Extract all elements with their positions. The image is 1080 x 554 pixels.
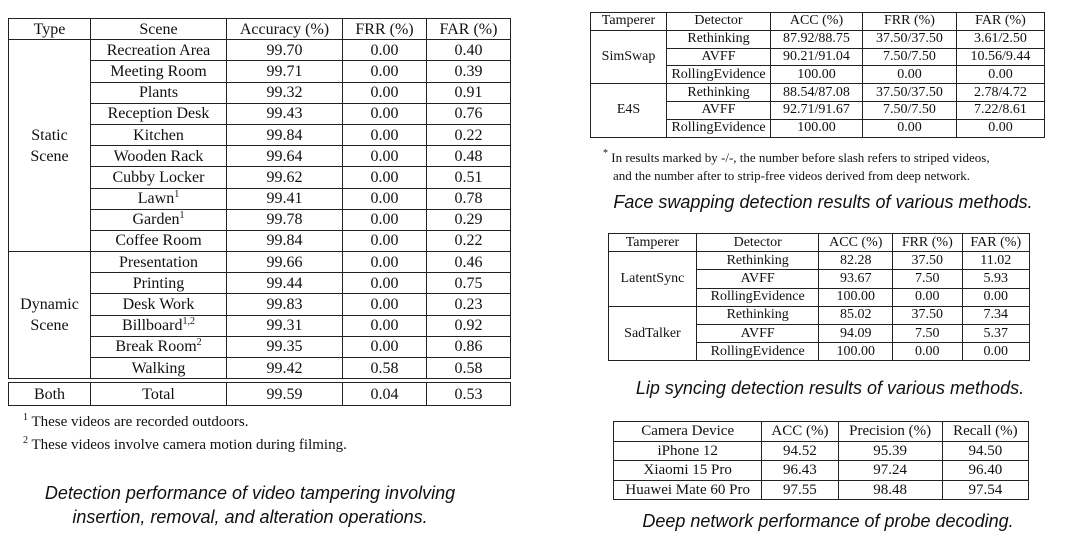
column-header: Detector [667, 13, 771, 31]
type-label-line: Scene [30, 147, 69, 165]
total-far-cell: 0.53 [427, 383, 511, 406]
frr-cell: 0.00 [343, 315, 427, 336]
accuracy-cell: 99.43 [227, 103, 343, 124]
recall-cell: 96.40 [942, 461, 1028, 481]
acc-cell: 100.00 [771, 66, 863, 84]
footnote-mark: 2 [196, 337, 202, 349]
far-cell: 0.00 [962, 343, 1029, 361]
frr-cell: 0.00 [343, 61, 427, 82]
scene-cell [91, 40, 227, 61]
acc-cell: 82.28 [819, 252, 893, 270]
scene-name: Garden [132, 211, 180, 229]
frr-cell: 0.00 [343, 188, 427, 209]
column-header: Precision (%) [838, 422, 942, 442]
footnote-mark: 1,2 [182, 316, 195, 328]
footnote-mark: 1 [174, 189, 180, 201]
far-cell: 0.78 [427, 188, 511, 209]
footnote-2: $^2$ These videos involve camera motion during filming. [23, 435, 347, 453]
scene-cell [91, 209, 227, 230]
far-cell: 0.76 [427, 103, 511, 124]
acc-cell: 100.00 [819, 343, 893, 361]
total-accuracy-cell: 99.59 [227, 383, 343, 406]
detector-cell: Rethinking [667, 84, 771, 102]
footnote-mark: 1 [179, 210, 185, 222]
column-header: Tamperer [591, 13, 667, 31]
tamperer-cell: LatentSync [609, 252, 697, 307]
total-row [9, 383, 511, 406]
far-cell: 7.34 [962, 306, 1029, 324]
table-row [614, 480, 1029, 500]
scene-name: Coffee Room [115, 232, 202, 250]
detector-cell: RollingEvidence [667, 119, 771, 137]
scene-cell [91, 103, 227, 124]
column-header: Scene [91, 19, 227, 40]
frr-cell: 7.50/7.50 [863, 48, 957, 66]
scene-cell [91, 82, 227, 103]
face-swapping-table [590, 12, 1045, 138]
total-frr-cell: 0.04 [343, 383, 427, 406]
far-cell: 11.02 [962, 252, 1029, 270]
table-row [614, 461, 1029, 481]
table-row [609, 306, 1030, 324]
table-row [9, 252, 511, 273]
table-header-row [9, 19, 511, 40]
acc-cell: 100.00 [771, 119, 863, 137]
table-row [609, 252, 1030, 270]
scene-name: Walking [131, 359, 186, 377]
type-cell [9, 252, 91, 379]
precision-cell: 95.39 [838, 441, 942, 461]
far-cell: 0.22 [427, 230, 511, 251]
acc-cell: 94.52 [762, 441, 838, 461]
frr-cell: 0.00 [893, 343, 962, 361]
column-header: ACC (%) [819, 234, 893, 252]
frr-cell: 0.00 [863, 66, 957, 84]
scene-name: Meeting Room [110, 62, 207, 80]
scene-cell [91, 273, 227, 294]
detector-cell: Rethinking [667, 30, 771, 48]
column-header: Camera Device [614, 422, 762, 442]
tampering-detection-table [8, 18, 511, 406]
frr-cell: 0.00 [343, 103, 427, 124]
acc-cell: 97.55 [762, 480, 838, 500]
scene-name: Billboard [122, 317, 183, 335]
type-cell [9, 40, 91, 252]
scene-cell [91, 124, 227, 145]
type-label-line: Dynamic [20, 296, 79, 314]
scene-name: Printing [132, 274, 185, 292]
far-cell: 0.91 [427, 82, 511, 103]
detector-cell: AVFF [667, 101, 771, 119]
far-cell: 0.40 [427, 40, 511, 61]
footnote-1: $^1$ These videos are recorded outdoors. [23, 412, 249, 430]
face-table-note: * In results marked by -/-, the number before slash refers to striped videos, and the number after to strip-free videos derived from deep network. [603, 148, 990, 183]
lip-syncing-table [608, 233, 1030, 361]
accuracy-cell: 99.44 [227, 273, 343, 294]
tamperer-cell: E4S [591, 84, 667, 137]
frr-cell: 0.00 [343, 273, 427, 294]
recall-cell: 94.50 [942, 441, 1028, 461]
column-header: Tamperer [609, 234, 697, 252]
column-header: Type [9, 19, 91, 40]
detector-cell: RollingEvidence [667, 66, 771, 84]
scene-cell [91, 336, 227, 357]
acc-cell: 96.43 [762, 461, 838, 481]
accuracy-cell: 99.71 [227, 61, 343, 82]
device-cell: iPhone 12 [614, 441, 762, 461]
accuracy-cell: 99.64 [227, 146, 343, 167]
scene-cell [91, 167, 227, 188]
precision-cell: 97.24 [838, 461, 942, 481]
frr-cell: 0.00 [343, 82, 427, 103]
accuracy-cell: 99.31 [227, 315, 343, 336]
frr-cell: 0.00 [343, 336, 427, 357]
far-cell: 0.00 [957, 66, 1045, 84]
scene-cell [91, 146, 227, 167]
accuracy-cell: 99.35 [227, 336, 343, 357]
acc-cell: 94.09 [819, 324, 893, 342]
column-header: Detector [696, 234, 819, 252]
detector-cell: Rethinking [696, 252, 819, 270]
table-row [591, 84, 1045, 102]
acc-cell: 100.00 [819, 288, 893, 306]
accuracy-cell: 99.42 [227, 358, 343, 379]
scene-name: Kitchen [133, 126, 184, 144]
frr-cell: 7.50/7.50 [863, 101, 957, 119]
far-cell: 0.92 [427, 315, 511, 336]
table-row [9, 40, 511, 61]
far-cell: 0.75 [427, 273, 511, 294]
scene-cell [91, 61, 227, 82]
frr-cell: 0.58 [343, 358, 427, 379]
frr-cell: 37.50/37.50 [863, 84, 957, 102]
column-header: FAR (%) [962, 234, 1029, 252]
frr-cell: 37.50 [893, 306, 962, 324]
accuracy-cell: 99.84 [227, 124, 343, 145]
accuracy-cell: 99.32 [227, 82, 343, 103]
acc-cell: 87.92/88.75 [771, 30, 863, 48]
scene-name: Desk Work [122, 296, 195, 314]
column-header: FAR (%) [427, 19, 511, 40]
frr-cell: 0.00 [343, 209, 427, 230]
column-header: FAR (%) [957, 13, 1045, 31]
frr-cell: 7.50 [893, 324, 962, 342]
acc-cell: 85.02 [819, 306, 893, 324]
frr-cell: 0.00 [343, 124, 427, 145]
far-cell: 0.00 [957, 119, 1045, 137]
scene-name: Presentation [118, 253, 199, 271]
frr-cell: 0.00 [343, 40, 427, 61]
scene-cell [91, 315, 227, 336]
lip-table-caption: Lip syncing detection results of various methods. [635, 378, 1025, 398]
scene-cell [91, 230, 227, 251]
detector-cell: AVFF [696, 270, 819, 288]
far-cell: 0.22 [427, 124, 511, 145]
table-header-row [591, 13, 1045, 31]
table-header-row [614, 422, 1029, 442]
far-cell: 5.93 [962, 270, 1029, 288]
column-header: FRR (%) [863, 13, 957, 31]
far-cell: 10.56/9.44 [957, 48, 1045, 66]
tamperer-cell: SimSwap [591, 30, 667, 83]
main-table-caption: Detection performance of video tampering involving insertion, removal, and alteration operations. [44, 483, 456, 527]
scene-name: Recreation Area [106, 41, 211, 59]
total-scene-cell: Total [91, 383, 227, 406]
frr-cell: 0.00 [863, 119, 957, 137]
far-cell: 0.23 [427, 294, 511, 315]
scene-name: Reception Desk [107, 105, 210, 123]
precision-cell: 98.48 [838, 480, 942, 500]
far-cell: 5.37 [962, 324, 1029, 342]
total-type-cell: Both [9, 383, 91, 406]
accuracy-cell: 99.78 [227, 209, 343, 230]
scene-name: Wooden Rack [113, 147, 204, 165]
frr-cell: 37.50/37.50 [863, 30, 957, 48]
type-label-line: Scene [30, 317, 69, 335]
probe-table-caption: Deep network performance of probe decoding. [642, 511, 1014, 531]
frr-cell: 0.00 [343, 146, 427, 167]
accuracy-cell: 99.62 [227, 167, 343, 188]
scene-name: Cubby Locker [112, 168, 205, 186]
device-cell: Xiaomi 15 Pro [614, 461, 762, 481]
far-cell: 0.00 [962, 288, 1029, 306]
acc-cell: 92.71/91.67 [771, 101, 863, 119]
device-cell: Huawei Mate 60 Pro [614, 480, 762, 500]
frr-cell: 37.50 [893, 252, 962, 270]
scene-name: Break Room [115, 338, 197, 356]
far-cell: 7.22/8.61 [957, 101, 1045, 119]
far-cell: 0.39 [427, 61, 511, 82]
recall-cell: 97.54 [942, 480, 1028, 500]
column-header: Recall (%) [942, 422, 1028, 442]
acc-cell: 90.21/91.04 [771, 48, 863, 66]
accuracy-cell: 99.66 [227, 252, 343, 273]
far-cell: 0.51 [427, 167, 511, 188]
accuracy-cell: 99.41 [227, 188, 343, 209]
scene-name: Plants [138, 84, 179, 102]
table-header-row [609, 234, 1030, 252]
accuracy-cell: 99.84 [227, 230, 343, 251]
detector-cell: RollingEvidence [696, 288, 819, 306]
frr-cell: 0.00 [343, 230, 427, 251]
far-cell: 0.46 [427, 252, 511, 273]
column-header: Accuracy (%) [227, 19, 343, 40]
table-row [614, 441, 1029, 461]
frr-cell: 0.00 [343, 294, 427, 315]
detector-cell: AVFF [667, 48, 771, 66]
far-cell: 0.86 [427, 336, 511, 357]
detector-cell: RollingEvidence [696, 343, 819, 361]
frr-cell: 0.00 [343, 167, 427, 188]
detector-cell: Rethinking [696, 306, 819, 324]
frr-cell: 0.00 [893, 288, 962, 306]
frr-cell: 0.00 [343, 252, 427, 273]
type-label-line: Static [31, 126, 68, 144]
column-header: ACC (%) [771, 13, 863, 31]
accuracy-cell: 99.83 [227, 294, 343, 315]
column-header: FRR (%) [893, 234, 962, 252]
accuracy-cell: 99.70 [227, 40, 343, 61]
column-header: FRR (%) [343, 19, 427, 40]
probe-decoding-table [613, 421, 1029, 500]
far-cell: 3.61/2.50 [957, 30, 1045, 48]
face-table-caption: Face swapping detection results of various methods. [613, 192, 1033, 212]
acc-cell: 93.67 [819, 270, 893, 288]
scene-name: Lawn [137, 190, 175, 208]
column-header: ACC (%) [762, 422, 838, 442]
scene-cell [91, 294, 227, 315]
frr-cell: 7.50 [893, 270, 962, 288]
scene-cell [91, 188, 227, 209]
table-row [591, 30, 1045, 48]
acc-cell: 88.54/87.08 [771, 84, 863, 102]
far-cell: 0.48 [427, 146, 511, 167]
detector-cell: AVFF [696, 324, 819, 342]
scene-cell [91, 358, 227, 379]
far-cell: 0.29 [427, 209, 511, 230]
far-cell: 0.58 [427, 358, 511, 379]
far-cell: 2.78/4.72 [957, 84, 1045, 102]
scene-cell [91, 252, 227, 273]
tamperer-cell: SadTalker [609, 306, 697, 361]
